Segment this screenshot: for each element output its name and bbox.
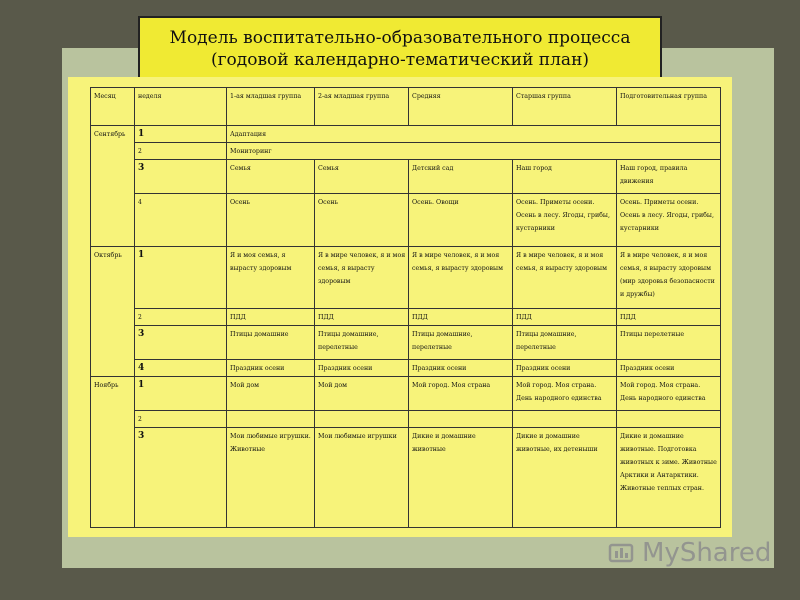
week-cell: 1 bbox=[135, 247, 227, 309]
week-cell: 2 bbox=[135, 411, 227, 428]
table-cell: Я в мире человек, я и моя семья, я вырасту здоровым bbox=[315, 247, 409, 309]
table-cell: Птицы домашние bbox=[227, 326, 315, 360]
table-row bbox=[91, 126, 721, 143]
table-cell bbox=[513, 411, 617, 428]
watermark-text: MyShared bbox=[642, 538, 772, 568]
table-cell: Семья bbox=[315, 160, 409, 194]
table-cell: Птицы домашние, перелетные bbox=[409, 326, 513, 360]
table-cell: Наш город bbox=[513, 160, 617, 194]
watermark bbox=[608, 538, 771, 568]
week-cell: 3 bbox=[135, 326, 227, 360]
table-row bbox=[91, 194, 721, 247]
header-cell: Подготовительная группа bbox=[617, 88, 721, 126]
table-cell: ПДД bbox=[409, 309, 513, 326]
month-cell: Сентябрь bbox=[91, 126, 135, 247]
week-cell: 1 bbox=[135, 377, 227, 411]
table-cell: Осень bbox=[315, 194, 409, 247]
header-cell: Месяц bbox=[91, 88, 135, 126]
table-cell: Я и моя семья, я вырасту здоровым bbox=[227, 247, 315, 309]
header-cell: 1-ая младшая группа bbox=[227, 88, 315, 126]
table-cell: Детский сад bbox=[409, 160, 513, 194]
table-cell: Птицы домашние, перелетные bbox=[315, 326, 409, 360]
header-cell: неделя bbox=[135, 88, 227, 126]
table-row bbox=[91, 160, 721, 194]
table-cell: ПДД bbox=[617, 309, 721, 326]
slide-title bbox=[138, 16, 662, 80]
table-cell: Осень bbox=[227, 194, 315, 247]
month-cell: Октябрь bbox=[91, 247, 135, 377]
table-cell: Птицы домашние, перелетные bbox=[513, 326, 617, 360]
table-cell: Наш город, правила движения bbox=[617, 160, 721, 194]
header-cell: Старшая группа bbox=[513, 88, 617, 126]
table-row bbox=[91, 428, 721, 528]
table-cell: Мой дом bbox=[227, 377, 315, 411]
table-sheet bbox=[68, 77, 732, 537]
table-row bbox=[91, 326, 721, 360]
week-cell: 4 bbox=[135, 194, 227, 247]
table-cell: Дикие и домашние животные. Подготовка животных к зиме. Животные Арктики и Антарктики. Животные теплых стран. bbox=[617, 428, 721, 528]
table-cell: Я в мире человек, я и моя семья, я вырасту здоровым (мир здоровья безопасности и дружбы) bbox=[617, 247, 721, 309]
table-cell: Адаптация bbox=[227, 126, 721, 143]
header-cell: Средняя bbox=[409, 88, 513, 126]
table-cell: ПДД bbox=[513, 309, 617, 326]
month-cell: Ноябрь bbox=[91, 377, 135, 528]
table-row bbox=[91, 309, 721, 326]
table-cell: Мои любимые игрушки bbox=[315, 428, 409, 528]
table-cell: Праздник осени bbox=[409, 360, 513, 377]
table-cell: Птицы перелетные bbox=[617, 326, 721, 360]
table-cell: ПДД bbox=[227, 309, 315, 326]
week-cell: 3 bbox=[135, 428, 227, 528]
table-row bbox=[91, 411, 721, 428]
week-cell: 3 bbox=[135, 160, 227, 194]
table-cell: Семья bbox=[227, 160, 315, 194]
week-cell: 2 bbox=[135, 143, 227, 160]
table-cell: Мои любимые игрушки. Животные bbox=[227, 428, 315, 528]
title-line-1: Модель воспитательно-образовательного процесса bbox=[169, 28, 631, 48]
table-cell: Осень. Приметы осени. Осень в лесу. Ягоды, грибы, кустарники bbox=[617, 194, 721, 247]
table-header-row bbox=[91, 88, 721, 126]
table-cell: Дикие и домашние животные bbox=[409, 428, 513, 528]
table-cell bbox=[315, 411, 409, 428]
table-cell: Праздник осени bbox=[227, 360, 315, 377]
table-row bbox=[91, 143, 721, 160]
table-cell: Праздник осени bbox=[315, 360, 409, 377]
table-row bbox=[91, 377, 721, 411]
table-cell: Дикие и домашние животные, их детеныши bbox=[513, 428, 617, 528]
week-cell: 1 bbox=[135, 126, 227, 143]
table-cell bbox=[227, 411, 315, 428]
table-cell: Мой дом bbox=[315, 377, 409, 411]
table-row bbox=[91, 360, 721, 377]
week-cell: 2 bbox=[135, 309, 227, 326]
table-cell: Мой город. Моя страна bbox=[409, 377, 513, 411]
table-cell: Осень. Приметы осени. Осень в лесу. Ягоды, грибы, кустарники bbox=[513, 194, 617, 247]
plan-table bbox=[90, 87, 721, 528]
myshared-logo-icon bbox=[608, 541, 636, 565]
title-line-2: (годовой календарно-тематический план) bbox=[210, 50, 590, 70]
table-cell bbox=[409, 411, 513, 428]
table-cell: Праздник осени bbox=[617, 360, 721, 377]
table-cell: Осень. Овощи bbox=[409, 194, 513, 247]
table-cell: Праздник осени bbox=[513, 360, 617, 377]
week-cell: 4 bbox=[135, 360, 227, 377]
table-cell: Я в мире человек, я и моя семья, я вырасту здоровым bbox=[409, 247, 513, 309]
table-cell: Мониторинг bbox=[227, 143, 721, 160]
table-cell bbox=[617, 411, 721, 428]
header-cell: 2-ая младшая группа bbox=[315, 88, 409, 126]
table-row bbox=[91, 247, 721, 309]
table-cell: Мой город. Моя страна. День народного единства bbox=[513, 377, 617, 411]
table-cell: ПДД bbox=[315, 309, 409, 326]
table-cell: Мой город. Моя страна. День народного единства bbox=[617, 377, 721, 411]
table-cell: Я в мире человек, я и моя семья, я вырасту здоровым bbox=[513, 247, 617, 309]
